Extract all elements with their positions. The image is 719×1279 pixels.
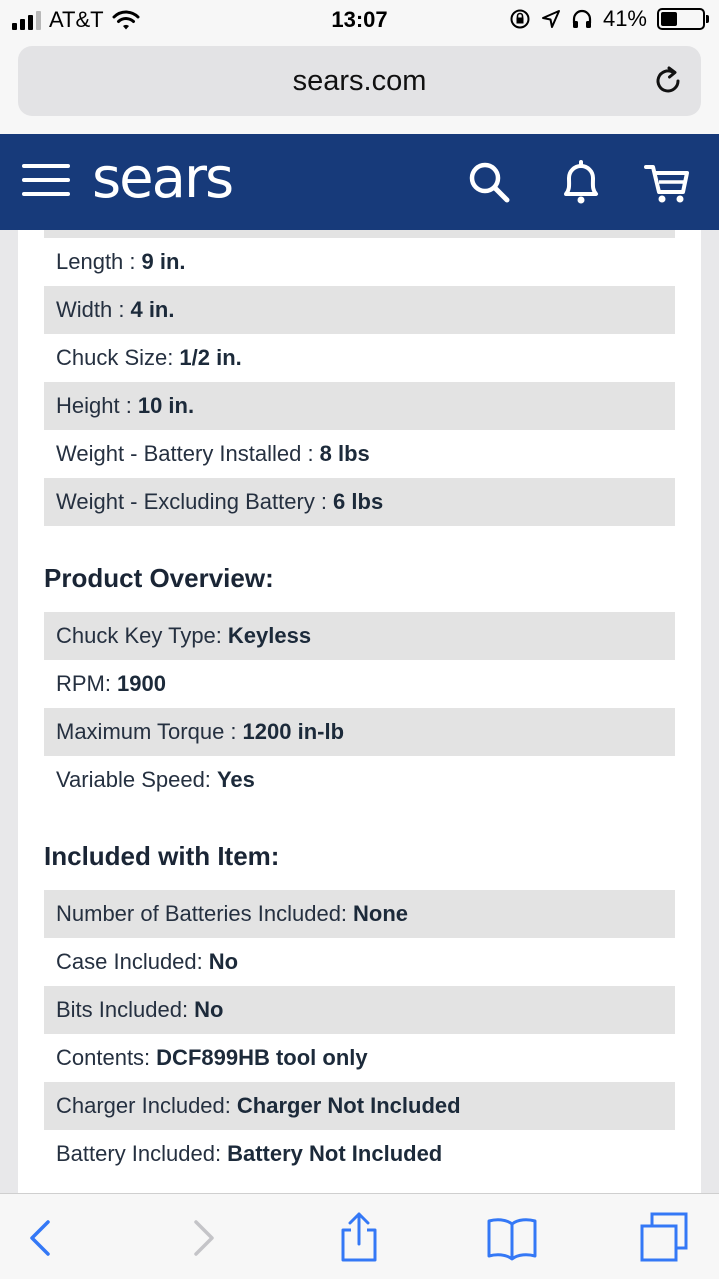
status-bar xyxy=(0,0,719,40)
spec-label: Charger Included: xyxy=(56,1093,231,1118)
spec-value: DCF899HB tool only xyxy=(156,1045,368,1070)
back-icon[interactable] xyxy=(16,1212,68,1264)
cart-icon[interactable] xyxy=(643,158,691,206)
spec-row-maximum-torque xyxy=(44,708,675,756)
spec-row-case-included xyxy=(44,938,675,986)
spec-row-chuck-size xyxy=(44,334,675,382)
carrier-label: AT&T xyxy=(49,7,104,32)
spec-row-width xyxy=(44,286,675,334)
location-icon xyxy=(541,9,561,29)
specifications-card xyxy=(18,230,701,1193)
spec-row-weight-excluding-battery xyxy=(44,478,675,526)
spec-row-bits-included xyxy=(44,986,675,1034)
spec-value: 10 in. xyxy=(137,393,195,418)
spec-label: Contents: xyxy=(56,1045,151,1070)
spec-label: Weight - Battery Installed : xyxy=(56,441,314,466)
reload-icon[interactable] xyxy=(651,64,685,98)
table-row-partial xyxy=(44,230,675,238)
spec-label: Chuck Size: xyxy=(56,345,174,370)
spec-label: Maximum Torque : xyxy=(56,719,237,744)
battery-percent: 41% xyxy=(602,6,647,31)
page-content[interactable] xyxy=(0,230,719,1193)
spec-row-chuck-key-type xyxy=(44,612,675,660)
spec-label: Battery Included: xyxy=(56,1141,222,1166)
menu-icon[interactable] xyxy=(22,164,70,200)
spec-row-rpm xyxy=(44,660,675,708)
spec-value: None xyxy=(353,901,409,926)
sears-logo[interactable]: sears xyxy=(92,146,233,211)
spec-value: Yes xyxy=(216,767,255,792)
spec-row-height xyxy=(44,382,675,430)
spec-value: Keyless xyxy=(227,623,312,648)
spec-label: Variable Speed: xyxy=(56,767,211,792)
share-icon[interactable] xyxy=(333,1212,385,1264)
notification-bell-icon[interactable] xyxy=(557,158,605,206)
orientation-lock-icon xyxy=(509,8,531,30)
site-header xyxy=(0,134,719,230)
spec-row-contents xyxy=(44,1034,675,1082)
spec-row-weight-battery-installed xyxy=(44,430,675,478)
spec-row-battery-included xyxy=(44,1130,675,1178)
spec-value: Battery Not Included xyxy=(227,1141,443,1166)
section-title-product-overview: Product Overview: xyxy=(44,563,274,593)
spec-row-variable-speed xyxy=(44,756,675,804)
bookmarks-icon[interactable] xyxy=(486,1212,538,1264)
spec-label: Height : xyxy=(56,393,132,418)
search-icon[interactable] xyxy=(465,158,513,206)
browser-toolbar xyxy=(0,1193,719,1279)
spec-value: 4 in. xyxy=(130,297,175,322)
forward-icon[interactable] xyxy=(176,1212,228,1264)
spec-value: 1200 in-lb xyxy=(242,719,345,744)
spec-value: 1/2 in. xyxy=(179,345,242,370)
spec-value: 6 lbs xyxy=(333,489,384,514)
section-title-included-with-item: Included with Item: xyxy=(44,841,280,871)
headphones-icon xyxy=(571,8,593,30)
spec-label: Chuck Key Type: xyxy=(56,623,222,648)
spec-value: No xyxy=(194,997,224,1022)
spec-label: Bits Included: xyxy=(56,997,189,1022)
spec-label: Case Included: xyxy=(56,949,203,974)
spec-row-charger-included xyxy=(44,1082,675,1130)
spec-value: 8 lbs xyxy=(319,441,370,466)
address-bar[interactable] xyxy=(18,46,701,116)
spec-value: No xyxy=(208,949,239,974)
tabs-icon[interactable] xyxy=(638,1212,690,1264)
spec-value: 1900 xyxy=(117,671,166,696)
spec-value: 9 in. xyxy=(141,249,186,274)
url-text[interactable]: sears.com xyxy=(292,65,427,97)
spec-label: Width : xyxy=(56,297,125,322)
battery-icon xyxy=(657,8,705,30)
spec-row-batteries-included xyxy=(44,890,675,938)
spec-row-length xyxy=(44,238,675,286)
clock: 13:07 xyxy=(331,7,388,32)
spec-label: Weight - Excluding Battery : xyxy=(56,489,328,514)
spec-label: Number of Batteries Included: xyxy=(56,901,348,926)
spec-value: Charger Not Included xyxy=(236,1093,461,1118)
spec-label: RPM: xyxy=(56,671,111,696)
spec-label: Length : xyxy=(56,249,136,274)
